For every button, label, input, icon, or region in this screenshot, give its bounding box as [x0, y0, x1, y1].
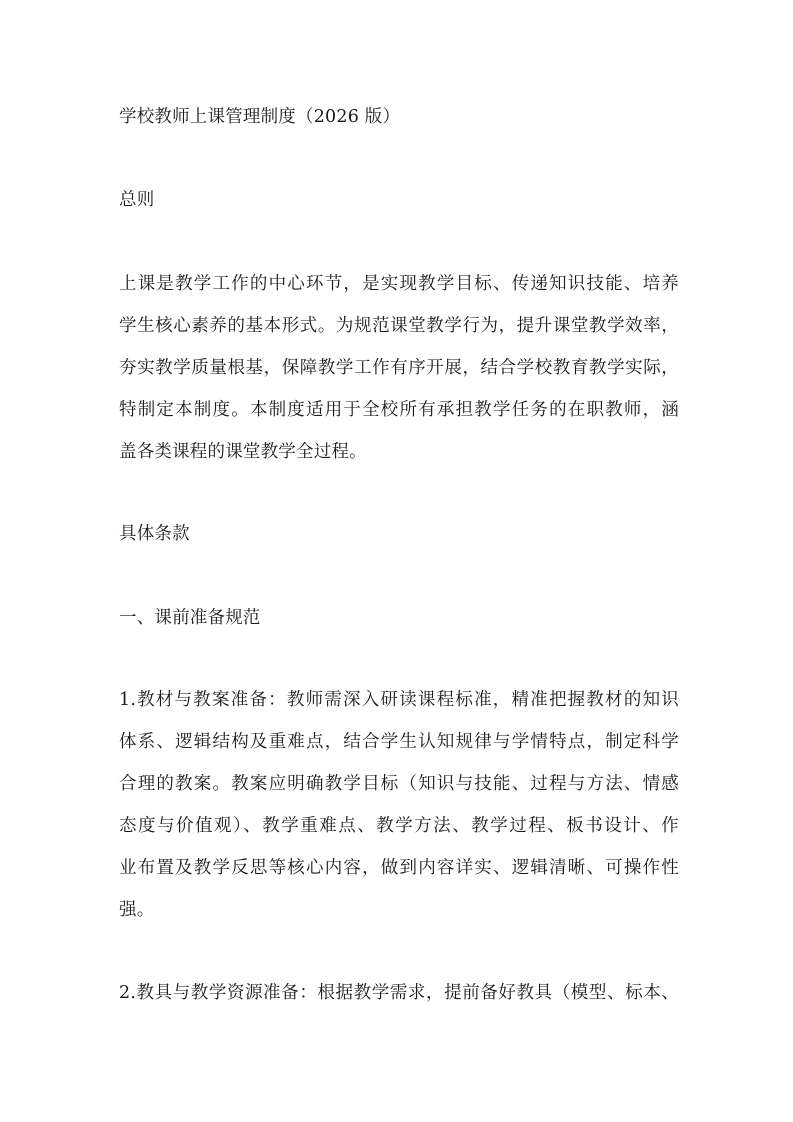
paragraph-line: 夯实教学质量根基，保障教学工作有序开展，结合学校教育教学实际， [119, 358, 679, 378]
clause-line: 业布置及教学反思等核心内容，做到内容详实、逻辑清晰、可操作性 [119, 858, 679, 878]
clause-line: 强。 [119, 900, 155, 920]
subsection-heading-pre-class: 一、课前准备规范 [119, 608, 261, 628]
clause-line: 1.教材与教案准备：教师需深入研读课程标准，精准把握教材的知识 [119, 690, 679, 710]
document-title: 学校教师上课管理制度（2026 版） [119, 107, 401, 127]
clause-line: 合理的教案。教案应明确教学目标（知识与技能、过程与方法、情感 [119, 774, 679, 794]
paragraph-line: 上课是教学工作的中心环节，是实现教学目标、传递知识技能、培养 [119, 274, 679, 294]
clause-line: 体系、逻辑结构及重难点，结合学生认知规律与学情特点，制定科学 [119, 732, 679, 752]
paragraph-line: 盖各类课程的课堂教学全过程。 [119, 442, 367, 462]
clause-line: 态度与价值观）、教学重难点、教学方法、教学过程、板书设计、作 [119, 816, 679, 836]
clause-line: 2.教具与教学资源准备：根据教学需求，提前备好教具（模型、标本、 [119, 983, 679, 1003]
paragraph-line: 学生核心素养的基本形式。为规范课堂教学行为，提升课堂教学效率， [119, 316, 679, 336]
paragraph-line: 特制定本制度。本制度适用于全校所有承担教学任务的在职教师，涵 [119, 400, 679, 420]
section-heading-specific-clauses: 具体条款 [119, 524, 190, 544]
section-heading-general: 总则 [119, 190, 155, 210]
